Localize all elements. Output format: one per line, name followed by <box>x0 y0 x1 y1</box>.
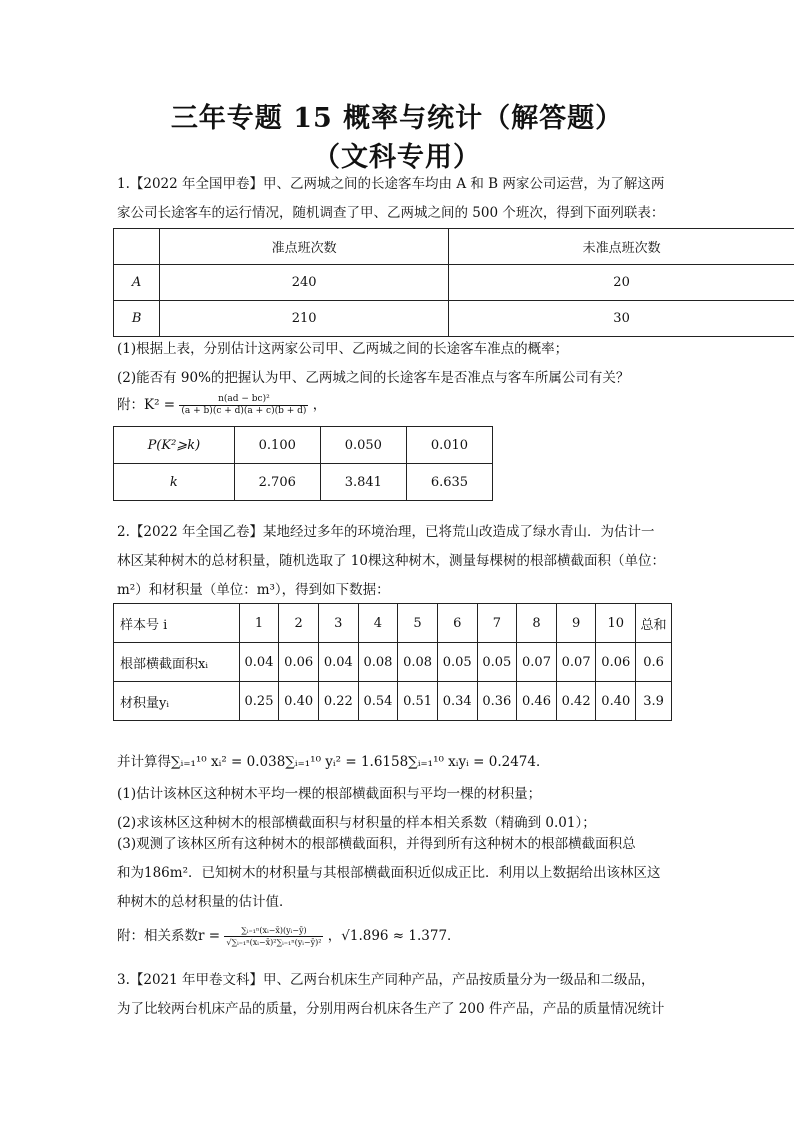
table-cell: 3.9 <box>636 682 672 721</box>
table-cell <box>114 229 160 265</box>
table-cell: 0.06 <box>279 643 319 682</box>
table-cell: 20 <box>449 265 794 301</box>
q3-intro-line-1: 3.【2021 年甲卷文科】甲、乙两台机床生产同种产品，产品按质量分为一级品和二级品， <box>117 972 655 988</box>
table-row-label: 样本号 i <box>114 604 240 643</box>
table-cell: 1 <box>239 604 279 643</box>
table-row <box>114 301 794 337</box>
table-cell: 210 <box>160 301 449 337</box>
formula-prefix: 附：K² = <box>117 397 176 413</box>
table-row <box>114 643 672 682</box>
table-cell: 7 <box>477 604 517 643</box>
formula-prefix: 附：相关系数r = <box>117 928 221 944</box>
table-row <box>114 229 794 265</box>
table-row <box>114 427 493 464</box>
table-cell: 5 <box>398 604 438 643</box>
q1-intro-line-1: 1.【2022 年全国甲卷】甲、乙两城之间的长途客车均由 A 和 B 两家公司运营，为了解这两 <box>117 176 665 192</box>
table-cell: 0.40 <box>279 682 319 721</box>
table-cell: 0.07 <box>517 643 557 682</box>
q1-critical-value-table <box>113 426 493 501</box>
q1-part-1: (1)根据上表，分别估计这两家公司甲、乙两城之间的长途客车准点的概率； <box>117 341 569 357</box>
table-cell: 0.51 <box>398 682 438 721</box>
q2-part-3-line-3: 种树木的总材积量的估计值． <box>117 894 293 910</box>
q2-intro-line-1: 2.【2022 年全国乙卷】某地经过多年的环境治理，已将荒山改造成了绿水青山．为估计一 <box>117 524 655 540</box>
table-cell: 0.34 <box>437 682 477 721</box>
table-cell: 0.050 <box>320 427 406 464</box>
q2-part-2: (2)求该林区这种树木的根部横截面积与材积量的样本相关系数（精确到 0.01）； <box>117 815 596 831</box>
q1-intro-line-2: 家公司长途客车的运行情况，随机调查了甲、乙两城之间的 500 个班次，得到下面列联表： <box>117 205 665 221</box>
table-cell: 3.841 <box>320 464 406 501</box>
table-cell: 0.36 <box>477 682 517 721</box>
table-row <box>114 265 794 301</box>
q2-part-3-line-2: 和为186m²．已知树木的材积量与其根部横截面积近似成正比．利用以上数据给出该林区这 <box>117 865 661 881</box>
table-cell: 8 <box>517 604 557 643</box>
table-cell: 3 <box>318 604 358 643</box>
table-cell: 0.05 <box>477 643 517 682</box>
formula-fraction <box>224 925 323 948</box>
q2-part-3-line-1: (3)观测了该林区所有这种树木的根部横截面积，并得到所有这种树木的根部横截面积总 <box>117 836 636 852</box>
q1-contingency-table <box>113 228 794 337</box>
q2-calc-line: 并计算得∑ᵢ₌₁¹⁰ xᵢ² = 0.038∑ᵢ₌₁¹⁰ yᵢ² = 1.6158∑ᵢ₌₁¹⁰ xᵢyᵢ = 0.2474． <box>117 754 550 770</box>
q2-intro <box>117 518 697 605</box>
page-subtitle: （文科专用） <box>313 142 481 173</box>
table-cell: 10 <box>596 604 636 643</box>
table-row <box>114 682 672 721</box>
formula-denominator: (a + b)(c + d)(a + c)(b + d) <box>181 406 307 416</box>
table-row-label: k <box>114 464 235 501</box>
table-cell: 2 <box>279 604 319 643</box>
table-header-cell: 准点班次数 <box>160 229 449 265</box>
table-row-label: B <box>114 301 160 337</box>
table-cell: 0.46 <box>517 682 557 721</box>
formula-suffix: ，√1.896 ≈ 1.377． <box>327 928 461 944</box>
table-cell: 2.706 <box>234 464 320 501</box>
q2-part-3 <box>117 830 697 917</box>
table-cell: 9 <box>556 604 596 643</box>
table-cell: 0.22 <box>318 682 358 721</box>
table-cell: 240 <box>160 265 449 301</box>
q2-part-1: (1)估计该林区这种树木平均一棵的根部横截面积与平均一棵的材积量； <box>117 786 542 802</box>
table-cell: 0.08 <box>358 643 398 682</box>
formula-numerator: ∑ᵢ₌₁ⁿ(xᵢ−x̄)(yᵢ−ȳ) <box>224 925 323 937</box>
table-cell: 0.25 <box>239 682 279 721</box>
formula-denominator: √∑ᵢ₌₁ⁿ(xᵢ−x̄)²∑ᵢ₌₁ⁿ(yᵢ−ȳ)² <box>226 938 322 947</box>
table-cell: 0.04 <box>239 643 279 682</box>
table-cell: 6 <box>437 604 477 643</box>
table-row-label: 材积量yᵢ <box>114 682 240 721</box>
table-cell: 0.42 <box>556 682 596 721</box>
table-row <box>114 604 672 643</box>
table-cell: 0.07 <box>556 643 596 682</box>
formula-suffix: ， <box>312 397 327 413</box>
table-row-label: P(K²⩾k) <box>114 427 235 464</box>
table-cell: 总和 <box>636 604 672 643</box>
table-cell: 0.40 <box>596 682 636 721</box>
table-cell: 0.6 <box>636 643 672 682</box>
q1-formula <box>117 393 326 417</box>
table-row <box>114 464 493 501</box>
table-cell: 0.04 <box>318 643 358 682</box>
table-cell: 0.06 <box>596 643 636 682</box>
q1-intro <box>117 170 697 228</box>
table-cell: 0.010 <box>406 427 492 464</box>
table-header-cell: 未准点班次数 <box>449 229 794 265</box>
q3-intro-line-2: 为了比较两台机床产品的质量，分别用两台机床各生产了 200 件产品，产品的质量情况统计 <box>117 1001 665 1017</box>
q2-intro-line-2: 林区某种树木的总材积量，随机选取了 10棵这种树木，测量每棵树的根部横截面积（单位： <box>117 553 665 569</box>
table-row-label: A <box>114 265 160 301</box>
formula-numerator: n(ad − bc)² <box>179 394 308 406</box>
q2-intro-line-3: m²）和材积量（单位：m³），得到如下数据： <box>117 582 390 598</box>
q2-data-table <box>113 603 672 721</box>
table-cell: 0.08 <box>398 643 438 682</box>
formula-fraction <box>179 394 308 417</box>
table-cell: 0.05 <box>437 643 477 682</box>
table-row-label: 根部横截面积xᵢ <box>114 643 240 682</box>
page-title: 三年专题 15 概率与统计（解答题） <box>170 103 624 134</box>
table-cell: 4 <box>358 604 398 643</box>
q1-part-2: (2)能否有 90%的把握认为甲、乙两城之间的长途客车是否准点与客车所属公司有关？ <box>117 370 630 386</box>
table-cell: 0.100 <box>234 427 320 464</box>
table-cell: 6.635 <box>406 464 492 501</box>
table-cell: 0.54 <box>358 682 398 721</box>
table-cell: 30 <box>449 301 794 337</box>
q2-formula <box>117 924 461 948</box>
q3-intro <box>117 966 697 1024</box>
